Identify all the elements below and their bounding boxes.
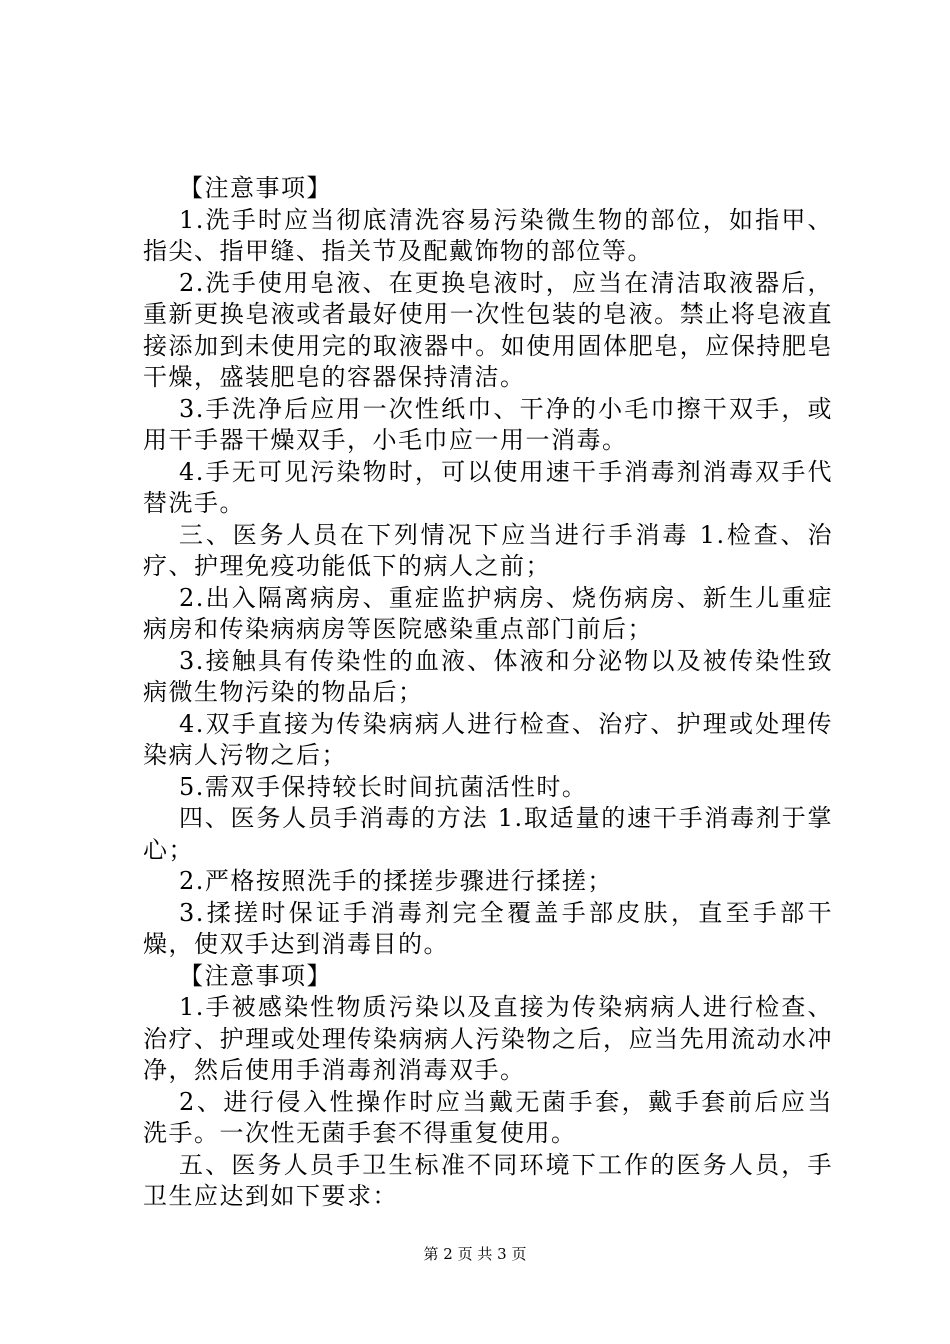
paragraph: 4.手无可见污染物时，可以使用速干手消毒剂消毒双手代替洗手。 (143, 457, 833, 517)
section-heading-notes: 【注意事项】 (179, 174, 332, 202)
paragraph: 5.需双手保持较长时间抗菌活性时。 (179, 772, 588, 801)
paragraph: 4.双手直接为传染病病人进行检查、治疗、护理或处理传染病人污物之后； (143, 709, 833, 769)
paragraph: 2.严格按照洗手的揉搓步骤进行揉搓； (179, 867, 613, 895)
section-heading-notes: 【注意事项】 (179, 961, 332, 990)
paragraph: 2.出入隔离病房、重症监护病房、烧伤病房、新生儿重症病房和传染病病房等医院感染重点部门前后； (143, 583, 833, 643)
paragraph: 3.接触具有传染性的血液、体液和分泌物以及被传染性致病微生物污染的物品后； (143, 646, 833, 706)
paragraph: 2、进行侵入性操作时应当戴无菌手套，戴手套前后应当洗手。一次性无菌手套不得重复使用。 (143, 1087, 833, 1147)
paragraph: 2.洗手使用皂液、在更换皂液时，应当在清洁取液器后，重新更换皂液或者最好使用一次性包装的皂液。禁止将皂液直接添加到未使用完的取液器中。如使用固体肥皂，应保持肥皂干燥，盛装肥皂的容器保持清洁。 (143, 268, 833, 391)
paragraph: 三、医务人员在下列情况下应当进行手消毒 1.检查、治疗、护理免疫功能低下的病人之前； (143, 520, 833, 580)
document-body (143, 173, 833, 1213)
paragraph: 四、医务人员手消毒的方法 1.取适量的速干手消毒剂于掌心； (143, 804, 833, 864)
paragraph: 1.手被感染性物质污染以及直接为传染病病人进行检查、治疗、护理或处理传染病病人污染物之后，应当先用流动水冲净，然后使用手消毒剂消毒双手。 (143, 993, 833, 1084)
page-number-footer: 第 2 页 共 3 页 (423, 1245, 527, 1263)
paragraph: 3.揉搓时保证手消毒剂完全覆盖手部皮肤，直至手部干燥，使双手达到消毒目的。 (143, 898, 833, 958)
paragraph: 3.手洗净后应用一次性纸巾、干净的小毛巾擦干双手，或用干手器干燥双手，小毛巾应一用一消毒。 (143, 394, 833, 454)
paragraph: 1.洗手时应当彻底清洗容易污染微生物的部位，如指甲、指尖、指甲缝、指关节及配戴饰物的部位等。 (143, 205, 833, 265)
paragraph: 五、医务人员手卫生标准不同环境下工作的医务人员，手卫生应达到如下要求： (143, 1150, 833, 1210)
